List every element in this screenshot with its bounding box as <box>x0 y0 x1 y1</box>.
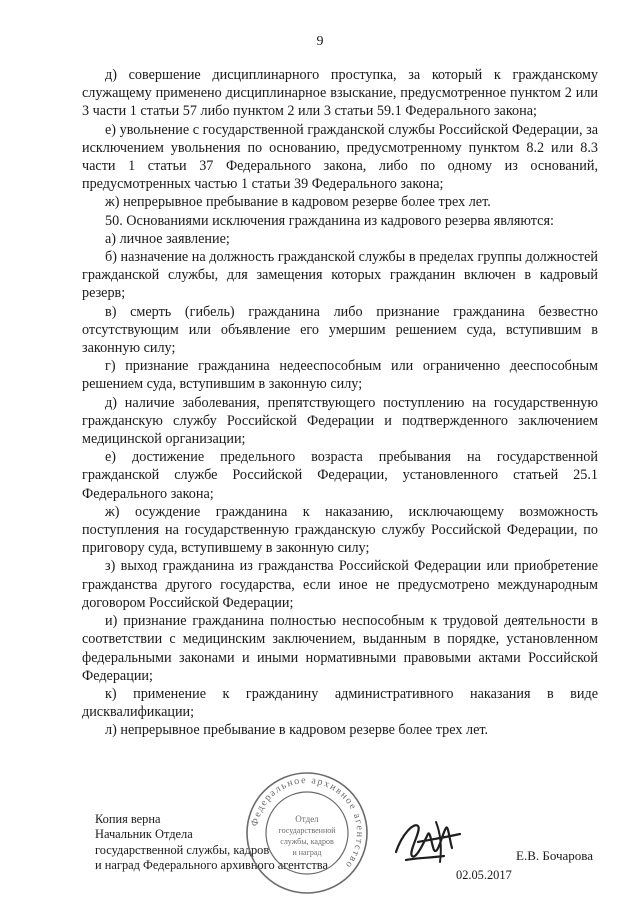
stamp-ring-text: Федеральное архивное агентство <box>249 774 366 871</box>
stamp-center-line3: службы, кадров <box>280 837 334 846</box>
paragraph-l-reserve-term: л) непрерывное пребывание в кадровом резерве более трех лет. <box>105 722 489 739</box>
paragraph-zh-conviction: ж) осуждение гражданина к наказанию, исключающему возможность поступления на государственную гражданскую службу Российской Федерации, по приговору суда, вступившему в законную силу; <box>82 503 598 557</box>
paragraph-i-disability: и) признание гражданина полностью неспособным к трудовой деятельности в соответствии с медицинским заключением, выданным в порядке, установленном федеральными законами и иными нормативными правовыми актами Российской Федерации; <box>82 613 598 684</box>
paragraph-g-incapacity: г) признание гражданина недееспособным или ограниченно дееспособным решением суда, вступившим в законную силу; <box>82 358 598 393</box>
document-body <box>82 66 598 740</box>
certification-date: 02.05.2017 <box>456 868 512 882</box>
paragraph-e-age-limit: е) достижение предельного возраста пребывания на государственной гражданской службе Российской Федерации, установленного статьей 25.1 Федерального закона; <box>82 449 598 502</box>
signatory-name: Е.В. Бочарова <box>516 848 594 863</box>
certification-agency-line: и наград Федерального архивного агентства <box>95 858 328 873</box>
paragraph-d-disciplinary: д) совершение дисциплинарного проступка, за который к гражданскому служащему применено дисциплинарное взыскание, предусмотренное пунктом 2 или 3 части 1 статьи 57 либо пунктом 2 или 3 статьи 59.1 Федерального закона; <box>82 67 598 120</box>
paragraph-50-heading: 50. Основаниями исключения гражданина из кадрового резерва являются: <box>105 212 554 229</box>
paragraph-v-death: в) смерть (гибель) гражданина либо признание гражданина безвестно отсутствующим или объявление его умершим решением суда, вступившим в законную силу; <box>82 303 598 357</box>
paragraph-z-citizenship: з) выход гражданина из гражданства Российской Федерации или приобретение гражданства другого государства, если иное не предусмотрено международным договором Российской Федерации; <box>82 558 598 611</box>
certification-copy-line: Копия верна <box>95 812 161 826</box>
official-stamp-icon <box>244 770 370 896</box>
handwritten-signature-icon <box>388 812 468 872</box>
paragraph-zh-reserve-term: ж) непрерывное пребывание в кадровом резерве более трех лет. <box>105 194 491 211</box>
stamp-center-line2: государственной <box>278 826 336 835</box>
paragraph-k-disqualification: к) применение к гражданину административного наказания в виде дисквалификации; <box>82 685 598 721</box>
paragraph-b-appointment: б) назначение на должность гражданской службы в пределах группы должностей гражданской службы, для замещения которых гражданин включен в кадровый резерв; <box>82 249 598 302</box>
paragraph-a-personal-request: а) личное заявление; <box>105 230 230 247</box>
certification-department-line: государственной службы, кадров <box>95 842 270 857</box>
page-number: 9 <box>316 34 324 49</box>
certification-title-line: Начальник Отдела <box>95 827 193 842</box>
paragraph-e-dismissal: е) увольнение с государственной гражданской службы Российской Федерации, за исключением увольнения по основанию, предусмотренному пунктом 8.2 или 8.3 части 1 статьи 37 Федерального закона, либо по одному из оснований, предусмотренных частью 1 статьи 39 Федерального закона; <box>82 121 598 193</box>
stamp-center-line1: Отдел <box>295 814 319 824</box>
stamp-center-line4: и наград <box>292 848 322 857</box>
paragraph-d-illness: д) наличие заболевания, препятствующего поступлению на государственную гражданскую службу Российской Федерации и подтвержденного заключением медицинской организации; <box>82 394 598 448</box>
